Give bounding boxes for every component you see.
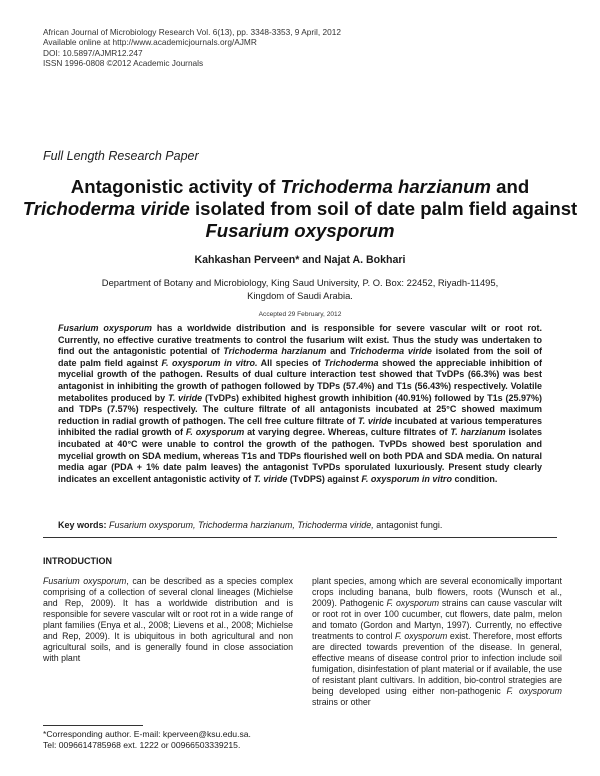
affiliation-line: Kingdom of Saudi Arabia.	[247, 289, 353, 301]
affiliation-line: Department of Botany and Microbiology, King Saud University, P. O. Box: 22452, Riyadh-11495,	[101, 277, 499, 288]
body-text: plant species, among which are several economically important crops including banana, bulb flowers, roots (Wunsch et al., 2009). Pathogenic	[312, 576, 562, 608]
right-column	[312, 576, 562, 708]
body-text: , can be described as a species complex comprising of a collection of several clonal lineages (Michielse and Rep, 2009). It has a worldwide distribution and is responsible for severe vascular wilt or root rot in a wide range of plant families (Enya et al., 2008; Lievens et al., 2008; Michielse and Rep, 2009). It is ubiquitous in both agricultural and non agricultural soils, and is generally found in close association with plant	[43, 576, 293, 663]
keywords-label: Key words:	[58, 520, 107, 530]
left-column	[43, 576, 293, 664]
corresponding-author: *Corresponding author. E-mail: kperveen@ksu.edu.sa.	[43, 729, 251, 739]
journal-url: Available online at http://www.academicjournals.org/AJMR	[43, 37, 257, 48]
paper-type: Full Length Research Paper	[43, 149, 199, 163]
abstract-species: T. viride	[253, 473, 288, 484]
keywords-species: Fusarium oxysporum, Trichoderma harzianum, Trichoderma viride,	[109, 520, 374, 530]
keywords-rest: antagonist fungi.	[373, 520, 443, 530]
abstract-species: Trichoderma harzianum	[223, 346, 327, 357]
abstract-text: (TvDPs) exhibited highest growth inhibition (40.91%) followed by T1s (25.97%) and TDPs (7.57%) respectively. The culture filtrate of all antagonists incubated at 25°C showed maximum reduction in radial growth of pathogen. The cell free culture filtrate of	[58, 392, 542, 426]
affiliation	[20, 277, 580, 302]
doi: DOI: 10.5897/AJMR12.247	[43, 47, 143, 58]
abstract-text: and	[326, 346, 350, 357]
abstract-text: (TvDPS) against	[287, 473, 362, 484]
abstract-species: T. harzianum	[450, 427, 506, 438]
section-divider	[43, 537, 557, 538]
abstract-text: showed the appreciable inhibition of mycelial growth of the pathogen. Results of dual culture interaction test showed that TvDPs (66.3%) was best antagonist in inhibiting the growth of pathogen followed by TDPs (57.4%) and T1s (56.43%) respectively. Volatile metabolites produced by	[58, 357, 543, 403]
footnote	[43, 729, 303, 751]
abstract-species: F. oxysporum in vitro	[361, 473, 452, 484]
abstract-text: incubated at various temperatures inhibited the radial growth of	[58, 415, 543, 438]
body-text: strains or other	[312, 697, 371, 707]
species-name: F. oxysporum	[395, 631, 448, 641]
species-name: F. oxysporum	[506, 686, 562, 696]
abstract-species: T. viride	[168, 392, 203, 403]
abstract-species: Trichoderma viride	[349, 346, 432, 357]
body-text: exist. Therefore, most efforts are directed towards prevention of the disease. In general, effective means of disease control prior to infection include soil fumigation, disinfestation of plant material or if available, the use of resistant plant cultivars. In addition, bio-control strategies are being developed using either non-pathogenic	[312, 631, 562, 696]
abstract-text: All species of	[257, 357, 325, 368]
abstract-text: isolated from the soil of date palm field against	[58, 346, 542, 368]
abstract	[58, 323, 542, 485]
introduction-heading: INTRODUCTION	[43, 556, 112, 566]
abstract-text: at varying degree. Whereas, culture filtrates of	[244, 427, 451, 438]
abstract-text: has a worldwide distribution and is responsible for severe vascular wilt or root rot. Currently, no effective curative treatments to control the fusarium wilt exist. Thus the study was undertaken to find out the antagonistic potential of	[58, 323, 542, 357]
telephone: Tel: 0096614785968 ext. 1222 or 00966503339215.	[43, 740, 241, 750]
footnote-divider	[43, 725, 143, 726]
abstract-species: Trichoderma	[324, 357, 379, 368]
keywords	[58, 520, 542, 532]
species-name: Fusarium oxysporum	[43, 576, 127, 586]
authors: Kahkashan Perveen* and Najat A. Bokhari	[194, 254, 406, 266]
body-text: strains can cause vascular wilt or root rot in over 100 cucumber, cut flowers, date palm, melon and tomato (Gordon and Martyn, 1997). Currently, no effective treatments to control	[312, 598, 563, 641]
accepted-date: Accepted 29 February, 2012	[258, 311, 342, 318]
title-species: Trichoderma harzianum	[280, 176, 491, 197]
abstract-text: condition.	[451, 473, 498, 484]
title-species: Trichoderma viride	[22, 198, 190, 219]
journal-citation: African Journal of Microbiology Research Vol. 6(13), pp. 3348-3353, 9 April, 2012	[43, 27, 341, 37]
abstract-species: F. oxysporum in vitro.	[161, 357, 258, 368]
title-part: and	[490, 176, 530, 197]
species-name: F. oxysporum	[386, 598, 440, 608]
abstract-text: isolates incubated at 40°C were unable to control the growth of the pathogen. TvPDs showed best sporulation and mycelial growth on SDA medium, whereas T1s and TDPs flourished well on both PDA and SDA media. On natural media agar (PDA + 1% date palm leaves) the antagonist TvPDs sporulated luxuriously. Present study clearly indicates an excellent antagonistic activity of	[58, 427, 542, 484]
abstract-species: Fusarium oxysporum	[58, 323, 152, 333]
issn: ISSN 1996-0808 ©2012 Academic Journals	[43, 58, 204, 69]
paper-title	[20, 176, 580, 242]
title-species: Fusarium oxysporum	[205, 220, 395, 241]
abstract-species: F. oxysporum	[185, 427, 245, 438]
title-part: Antagonistic activity of	[70, 176, 281, 197]
title-part: isolated from soil of date palm field against	[189, 198, 578, 219]
abstract-species: T. viride	[357, 415, 392, 426]
journal-header	[43, 27, 341, 69]
